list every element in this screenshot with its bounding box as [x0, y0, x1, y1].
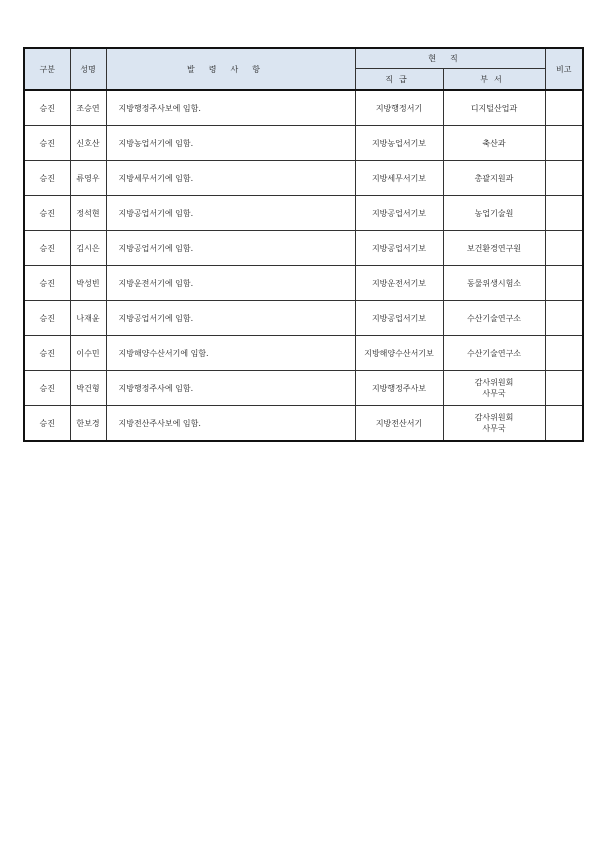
header-name: 성명 — [70, 48, 106, 90]
cell-order: 지방해양수산서기에 임함. — [106, 336, 355, 371]
cell-grade: 지방전산서기 — [355, 406, 443, 442]
cell-name: 박성빈 — [70, 266, 106, 301]
cell-grade: 지방공업서기보 — [355, 301, 443, 336]
cell-department: 농업기술원 — [443, 196, 545, 231]
personnel-order-table — [23, 47, 584, 442]
cell-order: 지방행정주사에 임함. — [106, 371, 355, 406]
cell-department: 감사위원회 사무국 — [443, 371, 545, 406]
cell-order: 지방행정주사보에 임함. — [106, 90, 355, 126]
table-row — [24, 196, 583, 231]
cell-category: 승진 — [24, 371, 70, 406]
table-row — [24, 90, 583, 126]
table-row — [24, 266, 583, 301]
cell-name: 박건형 — [70, 371, 106, 406]
table-row — [24, 161, 583, 196]
cell-category: 승진 — [24, 406, 70, 442]
cell-name: 한보경 — [70, 406, 106, 442]
table-row — [24, 231, 583, 266]
header-current: 현직 — [355, 48, 545, 69]
table-row — [24, 371, 583, 406]
cell-department: 보건환경연구원 — [443, 231, 545, 266]
cell-remarks — [545, 301, 583, 336]
cell-remarks — [545, 126, 583, 161]
cell-grade: 지방행정서기 — [355, 90, 443, 126]
cell-category: 승진 — [24, 126, 70, 161]
cell-remarks — [545, 196, 583, 231]
cell-department: 축산과 — [443, 126, 545, 161]
cell-remarks — [545, 231, 583, 266]
cell-remarks — [545, 371, 583, 406]
cell-order: 지방세무서기에 임함. — [106, 161, 355, 196]
cell-department: 총괄지원과 — [443, 161, 545, 196]
cell-order: 지방공업서기에 임함. — [106, 301, 355, 336]
cell-remarks — [545, 406, 583, 442]
cell-category: 승진 — [24, 301, 70, 336]
cell-remarks — [545, 161, 583, 196]
cell-order: 지방공업서기에 임함. — [106, 196, 355, 231]
cell-name: 이수민 — [70, 336, 106, 371]
cell-order: 지방운전서기에 임함. — [106, 266, 355, 301]
cell-order: 지방농업서기에 임함. — [106, 126, 355, 161]
cell-grade: 지방운전서기보 — [355, 266, 443, 301]
cell-name: 류영우 — [70, 161, 106, 196]
cell-grade: 지방농업서기보 — [355, 126, 443, 161]
cell-department: 디지털산업과 — [443, 90, 545, 126]
header-department: 부서 — [443, 69, 545, 91]
cell-department: 동물위생시험소 — [443, 266, 545, 301]
header-category: 구분 — [24, 48, 70, 90]
cell-category: 승진 — [24, 196, 70, 231]
cell-department: 수산기술연구소 — [443, 336, 545, 371]
cell-category: 승진 — [24, 266, 70, 301]
cell-order: 지방전산주사보에 임함. — [106, 406, 355, 442]
cell-remarks — [545, 336, 583, 371]
table-row — [24, 336, 583, 371]
header-remarks: 비고 — [545, 48, 583, 90]
cell-grade: 지방세무서기보 — [355, 161, 443, 196]
table-row — [24, 301, 583, 336]
cell-order: 지방공업서기에 임함. — [106, 231, 355, 266]
table-body — [24, 90, 583, 441]
cell-remarks — [545, 266, 583, 301]
header-grade: 직급 — [355, 69, 443, 91]
header-order: 발령사항 — [106, 48, 355, 90]
cell-category: 승진 — [24, 90, 70, 126]
cell-category: 승진 — [24, 231, 70, 266]
cell-grade: 지방공업서기보 — [355, 231, 443, 266]
cell-category: 승진 — [24, 336, 70, 371]
cell-name: 김시은 — [70, 231, 106, 266]
table-row — [24, 406, 583, 442]
cell-category: 승진 — [24, 161, 70, 196]
cell-grade: 지방해양수산서기보 — [355, 336, 443, 371]
cell-grade: 지방행정주사보 — [355, 371, 443, 406]
cell-name: 신호산 — [70, 126, 106, 161]
table-row — [24, 126, 583, 161]
cell-department: 감사위원회 사무국 — [443, 406, 545, 442]
cell-department: 수산기술연구소 — [443, 301, 545, 336]
cell-grade: 지방공업서기보 — [355, 196, 443, 231]
cell-name: 나재윤 — [70, 301, 106, 336]
cell-name: 조승연 — [70, 90, 106, 126]
cell-name: 정석현 — [70, 196, 106, 231]
cell-remarks — [545, 90, 583, 126]
